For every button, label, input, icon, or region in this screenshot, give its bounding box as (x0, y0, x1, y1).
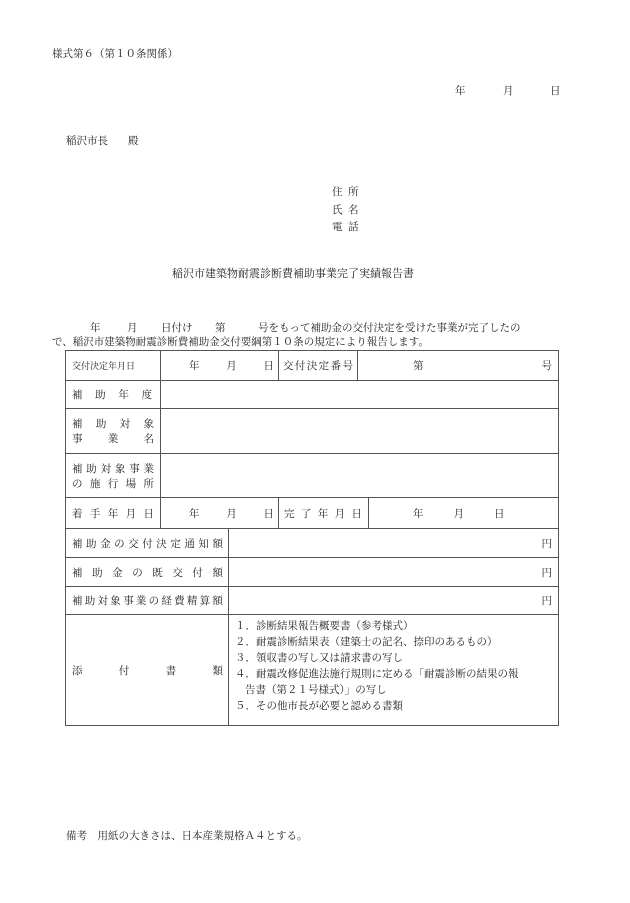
document-title: 稲沢市建築物耐震診断費補助事業完了実績報告書 (172, 267, 414, 280)
project-name-label: 補 助 対 象 事 業 名 (66, 409, 161, 454)
row-paid-amount (66, 558, 559, 587)
attachment-item: ３．領収書の写し又は請求書の写し (235, 652, 403, 664)
paid-amount-label: 補 助 金 の 既 交 付 額 (66, 558, 229, 587)
project-name-field[interactable] (161, 409, 559, 454)
attachment-item: １．診断結果報告概要書（参考様式） (235, 620, 414, 632)
form-number: 様式第６（第１０条関係） (52, 48, 178, 60)
yen-unit: 円 (541, 566, 552, 579)
date-day-label: 日 (550, 85, 561, 97)
fiscal-year-label: 補 助 年 度 (66, 381, 161, 409)
applicant-block (332, 184, 364, 237)
decision-number-label: 交 付 決 定 番 号 (279, 351, 358, 381)
decided-amount-label: 補 助 金 の 交 付 決 定 通 知 額 (66, 529, 229, 558)
settled-cost-field[interactable] (229, 587, 559, 615)
addressee-name: 稲沢市長 (66, 135, 108, 147)
honorific: 殿 (128, 135, 139, 147)
paid-amount-field[interactable] (229, 558, 559, 587)
yen-unit: 円 (541, 595, 552, 607)
attachments-label: 添 付 書 類 (66, 615, 229, 726)
row-location (66, 454, 559, 498)
settled-cost-label: 補 助 対 象 事 業 の 経 費 精 算 額 (66, 587, 229, 615)
date-month-label: 月 (503, 85, 514, 97)
body-line-2: で、稲沢市建築物耐震診断費補助金交付要綱第１０条の規定により報告します。 (52, 336, 429, 348)
row-settled-cost (66, 587, 559, 615)
attachment-item-continuation: 告書（第２１号様式）」の写し (245, 684, 387, 696)
attachments-list (229, 615, 559, 726)
fiscal-year-field[interactable] (161, 381, 559, 409)
start-date-label: 着 手 年 月 日 (66, 498, 161, 529)
row-project-name (66, 409, 559, 454)
location-field[interactable] (161, 454, 559, 498)
attachment-item: ５．その他市長が必要と認める書類 (235, 700, 403, 712)
body-day: 日付け (161, 322, 193, 334)
body-number-prefix: 第 (215, 322, 226, 334)
row-fiscal-year (66, 381, 559, 409)
end-date-field[interactable]: 年 月 日 (369, 498, 559, 529)
decision-date-label: 交付決定年月日 (66, 351, 161, 381)
start-date-field[interactable]: 年 月 日 (161, 498, 279, 529)
report-form-table (65, 350, 559, 726)
addressee (66, 133, 139, 148)
row-decision (66, 351, 559, 381)
yen-unit: 円 (541, 537, 552, 550)
applicant-address-label: 住 所 (332, 186, 359, 198)
decision-date-field[interactable]: 年 月 日 (161, 351, 279, 381)
decision-number-field[interactable]: 第 号 (358, 351, 559, 381)
date-year-label: 年 (455, 85, 466, 97)
row-attachments (66, 615, 559, 726)
attachment-item: ４．耐震改修促進法施行規則に定める「耐震診断の結果の報 (235, 668, 519, 680)
end-date-label: 完 了 年 月 日 (279, 498, 369, 529)
body-year: 年 (90, 322, 101, 334)
attachment-item: ２．耐震診断結果表（建築士の記名、捺印のあるもの） (235, 636, 498, 648)
decided-amount-field[interactable] (229, 529, 559, 558)
body-month: 月 (127, 322, 138, 334)
row-decided-amount (66, 529, 559, 558)
location-label: 補 助 対 象 事 業 の 施 行 場 所 (66, 454, 161, 498)
footnote: 備考 用紙の大きさは、日本産業規格Ａ４とする。 (66, 830, 308, 842)
applicant-phone-label: 電 話 (332, 221, 359, 233)
body-text: 号をもって補助金の交付決定を受けた事業が完了したの (258, 322, 521, 334)
applicant-name-label: 氏 名 (332, 203, 359, 216)
row-dates (66, 498, 559, 529)
